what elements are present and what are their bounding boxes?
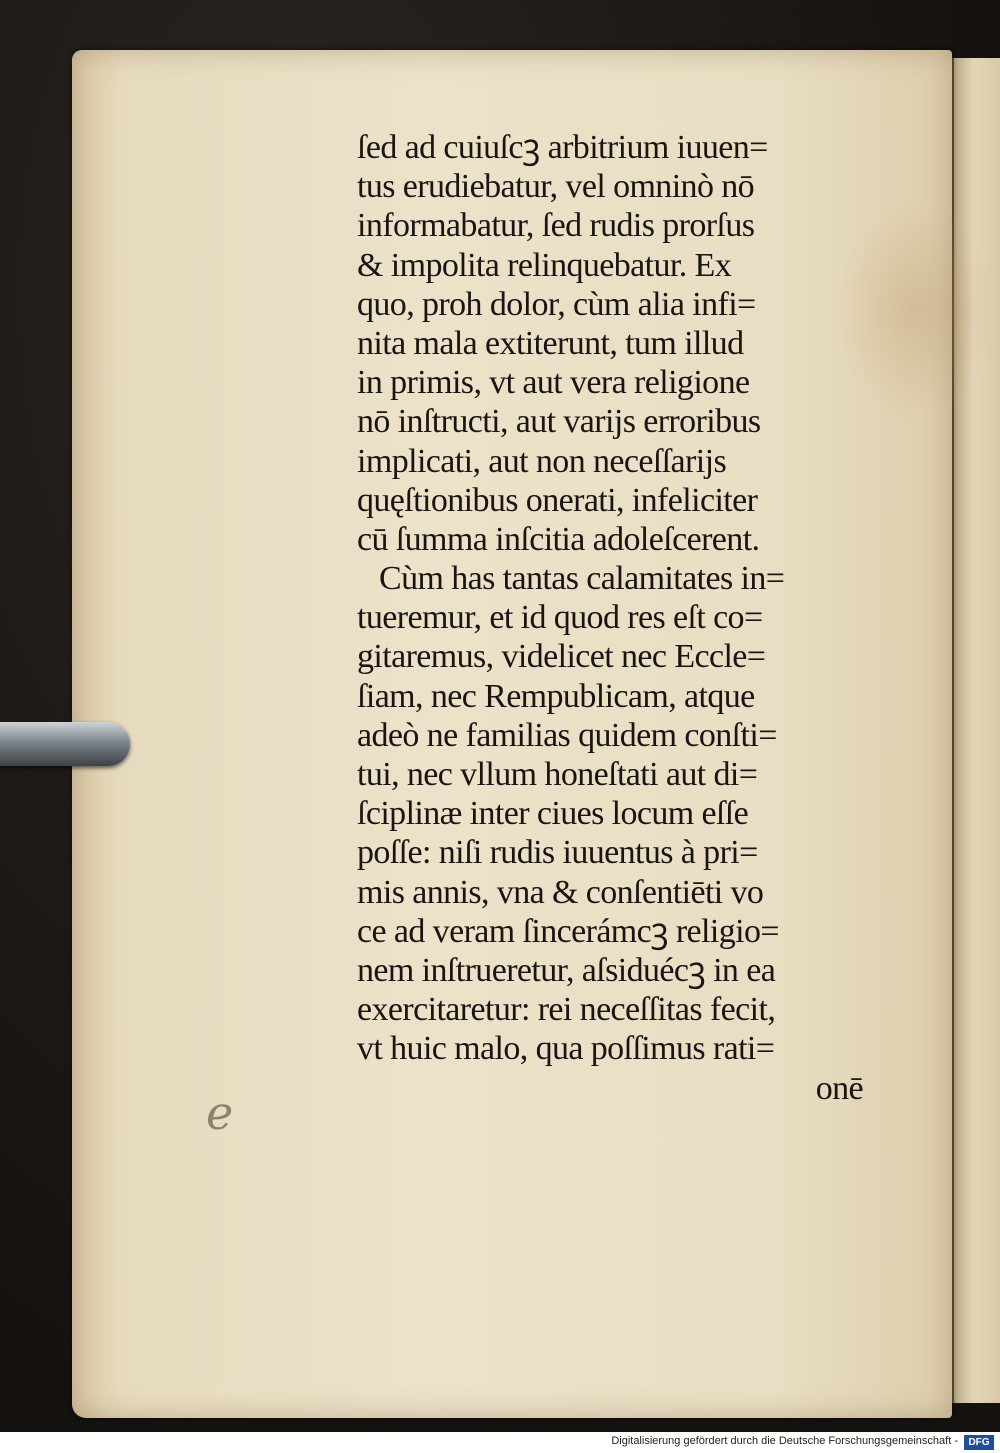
text-line: nō inſtructi, aut varijs erroribus (357, 403, 761, 441)
text-line: nem inſtrueretur, aſsiduécꝫ in ea (357, 951, 776, 989)
text-line: cū ſumma inſcitia adoleſcerent. (357, 520, 760, 558)
text-line: quęſtionibus onerati, infeliciter (357, 481, 758, 519)
text-line: informabatur, ſed rudis prorſus (357, 207, 755, 245)
text-line: tus erudiebatur, vel omninò nō (357, 168, 755, 206)
text-line: vt huic malo, qua poſſimus rati= (357, 1030, 775, 1068)
text-line: ſiam, nec Rempublicam, atque (357, 677, 755, 715)
text-line: implicati, aut non neceſſarijs (357, 442, 727, 480)
text-line: in primis, vt aut vera religione (357, 364, 750, 402)
text-line: tui, nec vllum honeſtati aut di= (357, 756, 758, 793)
text-line: tueremur, et id quod res eſt co= (357, 599, 763, 637)
catchword: onē (815, 1069, 863, 1107)
footer-credit: Digitalisierung gefördert durch die Deutsche Forschungsgemeinschaft - (611, 1435, 958, 1447)
text-line: gitaremus, videlicet nec Eccle= (357, 638, 766, 676)
text-line: adeò ne familias quidem conſti= (357, 716, 777, 754)
paragraph-start-line: Cùm has tantas calamitates in= (379, 560, 785, 598)
text-line: ſciplinæ inter ciues locum eſſe (357, 795, 749, 833)
text-line: & impolita relinquebatur. Ex (357, 246, 732, 284)
page-text (357, 128, 877, 1108)
text-line: poſſe: niſi rudis iuuentus à pri= (357, 834, 758, 872)
footer-bar (0, 1432, 1000, 1453)
text-line: ce ad veram ſincerámcꝫ religio= (357, 912, 779, 950)
text-line: nita mala extiterunt, tum illud (357, 324, 744, 362)
dfg-logo: DFG (964, 1435, 994, 1450)
text-line: mis annis, vna & conſentiēti vo (357, 873, 764, 911)
text-line: quo, proh dolor, cùm alia infi= (357, 285, 756, 323)
pencil-annotation: e (206, 1086, 234, 1140)
page-clip-holder (0, 722, 130, 766)
text-line: exercitaretur: rei neceſſitas fecit, (357, 991, 776, 1029)
text-line: ſed ad cuiuſcꝫ arbitrium iuuen= (357, 129, 768, 166)
